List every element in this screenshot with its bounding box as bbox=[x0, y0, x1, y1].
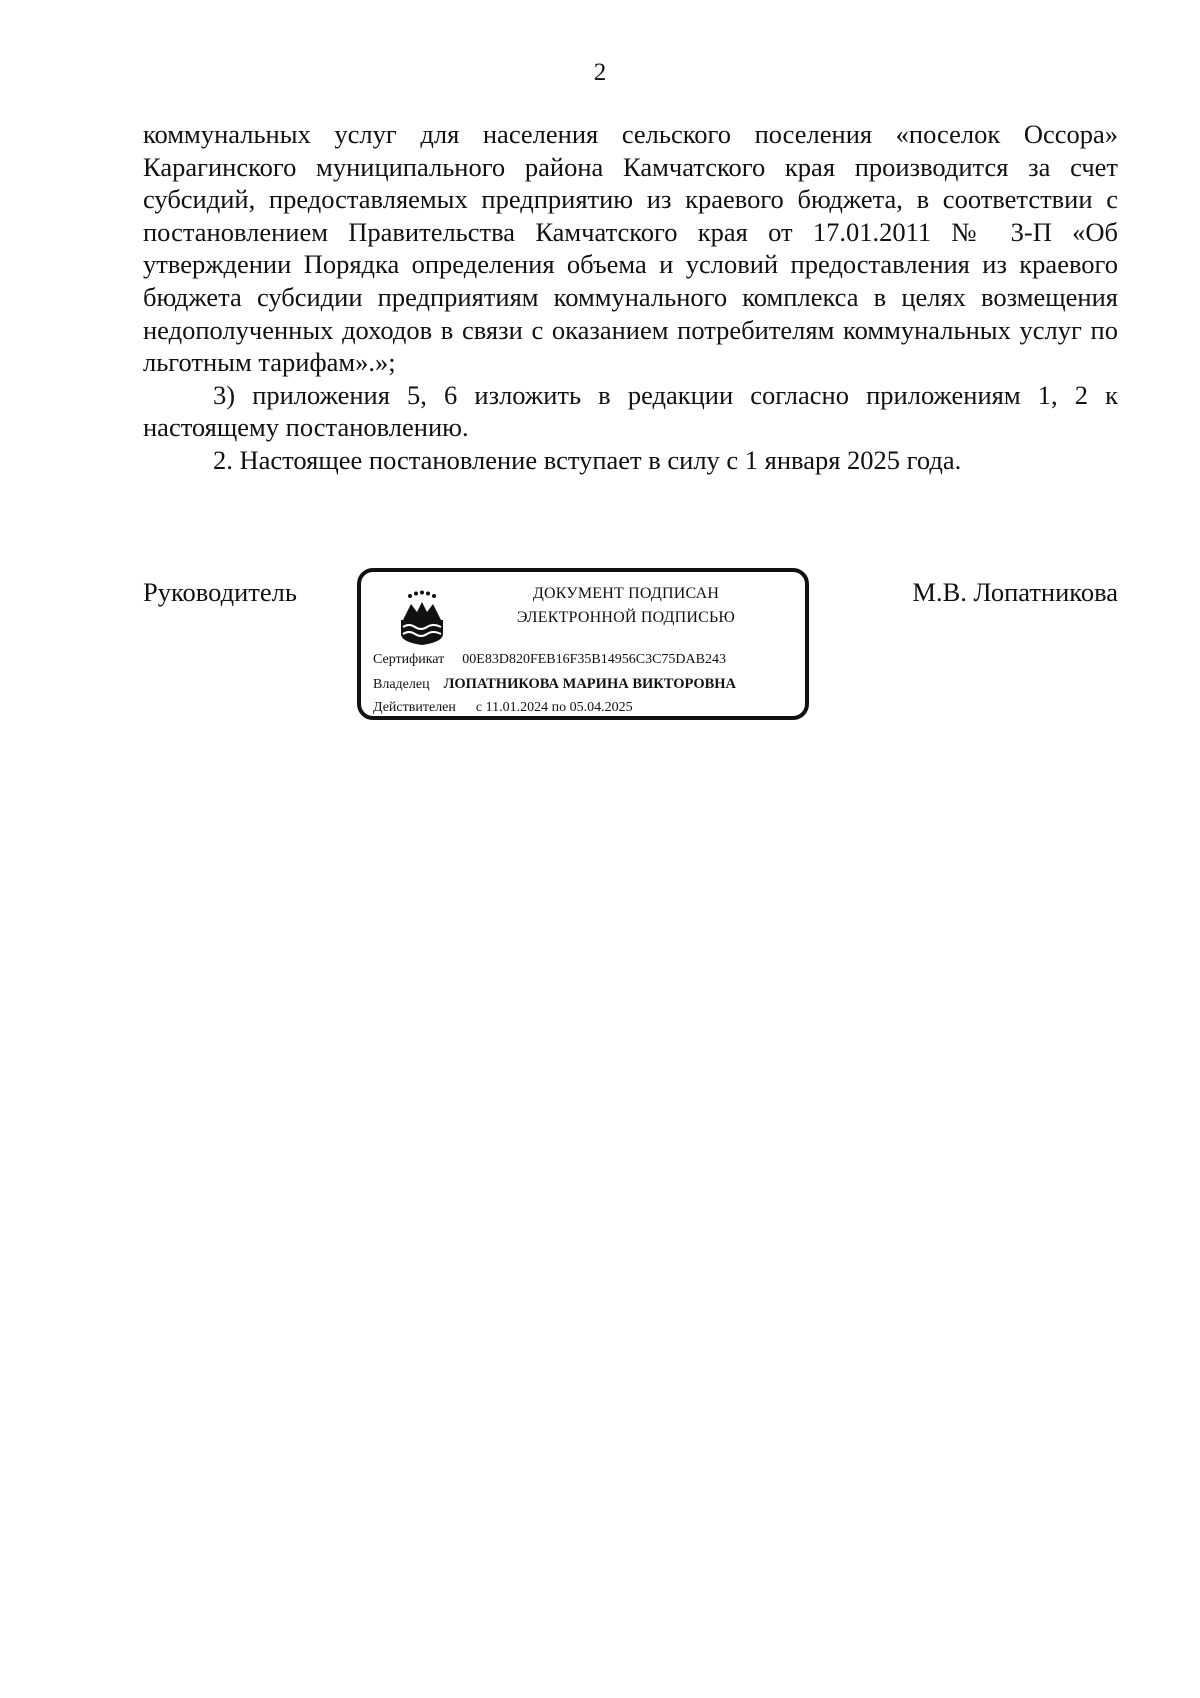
signature-block bbox=[143, 568, 1118, 738]
paragraph-item-2-effective-date: 2. Настоящее постановление вступает в силу с 1 января 2025 года. bbox=[213, 444, 962, 475]
validity-value: с 11.01.2024 по 05.04.2025 bbox=[475, 700, 633, 715]
signer-position: Руководитель bbox=[143, 577, 297, 607]
stamp-heading-line2: ЭЛЕКТРОННОЙ ПОДПИСЬЮ bbox=[516, 609, 736, 626]
certificate-label: Сертификат bbox=[373, 652, 445, 667]
certificate-value: 00E83D820FEB16F35B14956C3C75DAB243 bbox=[462, 652, 726, 667]
paragraph-continuation: коммунальных услуг для населения сельского поселения «поселок Оссора» Карагинского муниципального района Камчатского края производится за счет субсидий, предоставляемых предприятию из краевого бюджета, в соответствии с постановлением Правительства Камчатского края от 17.01.2011 № 3-П «Об утверждении Порядка определения объема и условий предоставления из краевого бюджета субсидии предприятиям коммунального комплекса в целях возмещения недополученных доходов в связи с оказанием потребителям коммунальных услуг по льготным тарифам».»; bbox=[143, 119, 1118, 378]
validity-label: Действителен bbox=[373, 700, 456, 715]
document-body bbox=[143, 118, 1118, 477]
page-number: 2 bbox=[593, 59, 607, 86]
paragraph-item-3: 3) приложения 5, 6 изложить в редакции согласно приложениям 1, 2 к настоящему постановлению. bbox=[143, 379, 1118, 443]
stamp-heading-line1: ДОКУМЕНТ ПОДПИСАН bbox=[532, 585, 720, 602]
electronic-signature-stamp bbox=[357, 568, 809, 720]
stamp-owner-line bbox=[373, 674, 736, 695]
signer-name: М.В. Лопатникова bbox=[912, 577, 1118, 607]
owner-value: ЛОПАТНИКОВА МАРИНА ВИКТОРОВНА bbox=[443, 676, 737, 692]
stamp-heading bbox=[461, 582, 791, 630]
kamchatka-coat-of-arms-icon bbox=[397, 590, 447, 646]
stamp-certificate-line bbox=[373, 650, 726, 670]
stamp-validity-line bbox=[373, 698, 633, 718]
owner-label: Владелец bbox=[373, 677, 430, 692]
